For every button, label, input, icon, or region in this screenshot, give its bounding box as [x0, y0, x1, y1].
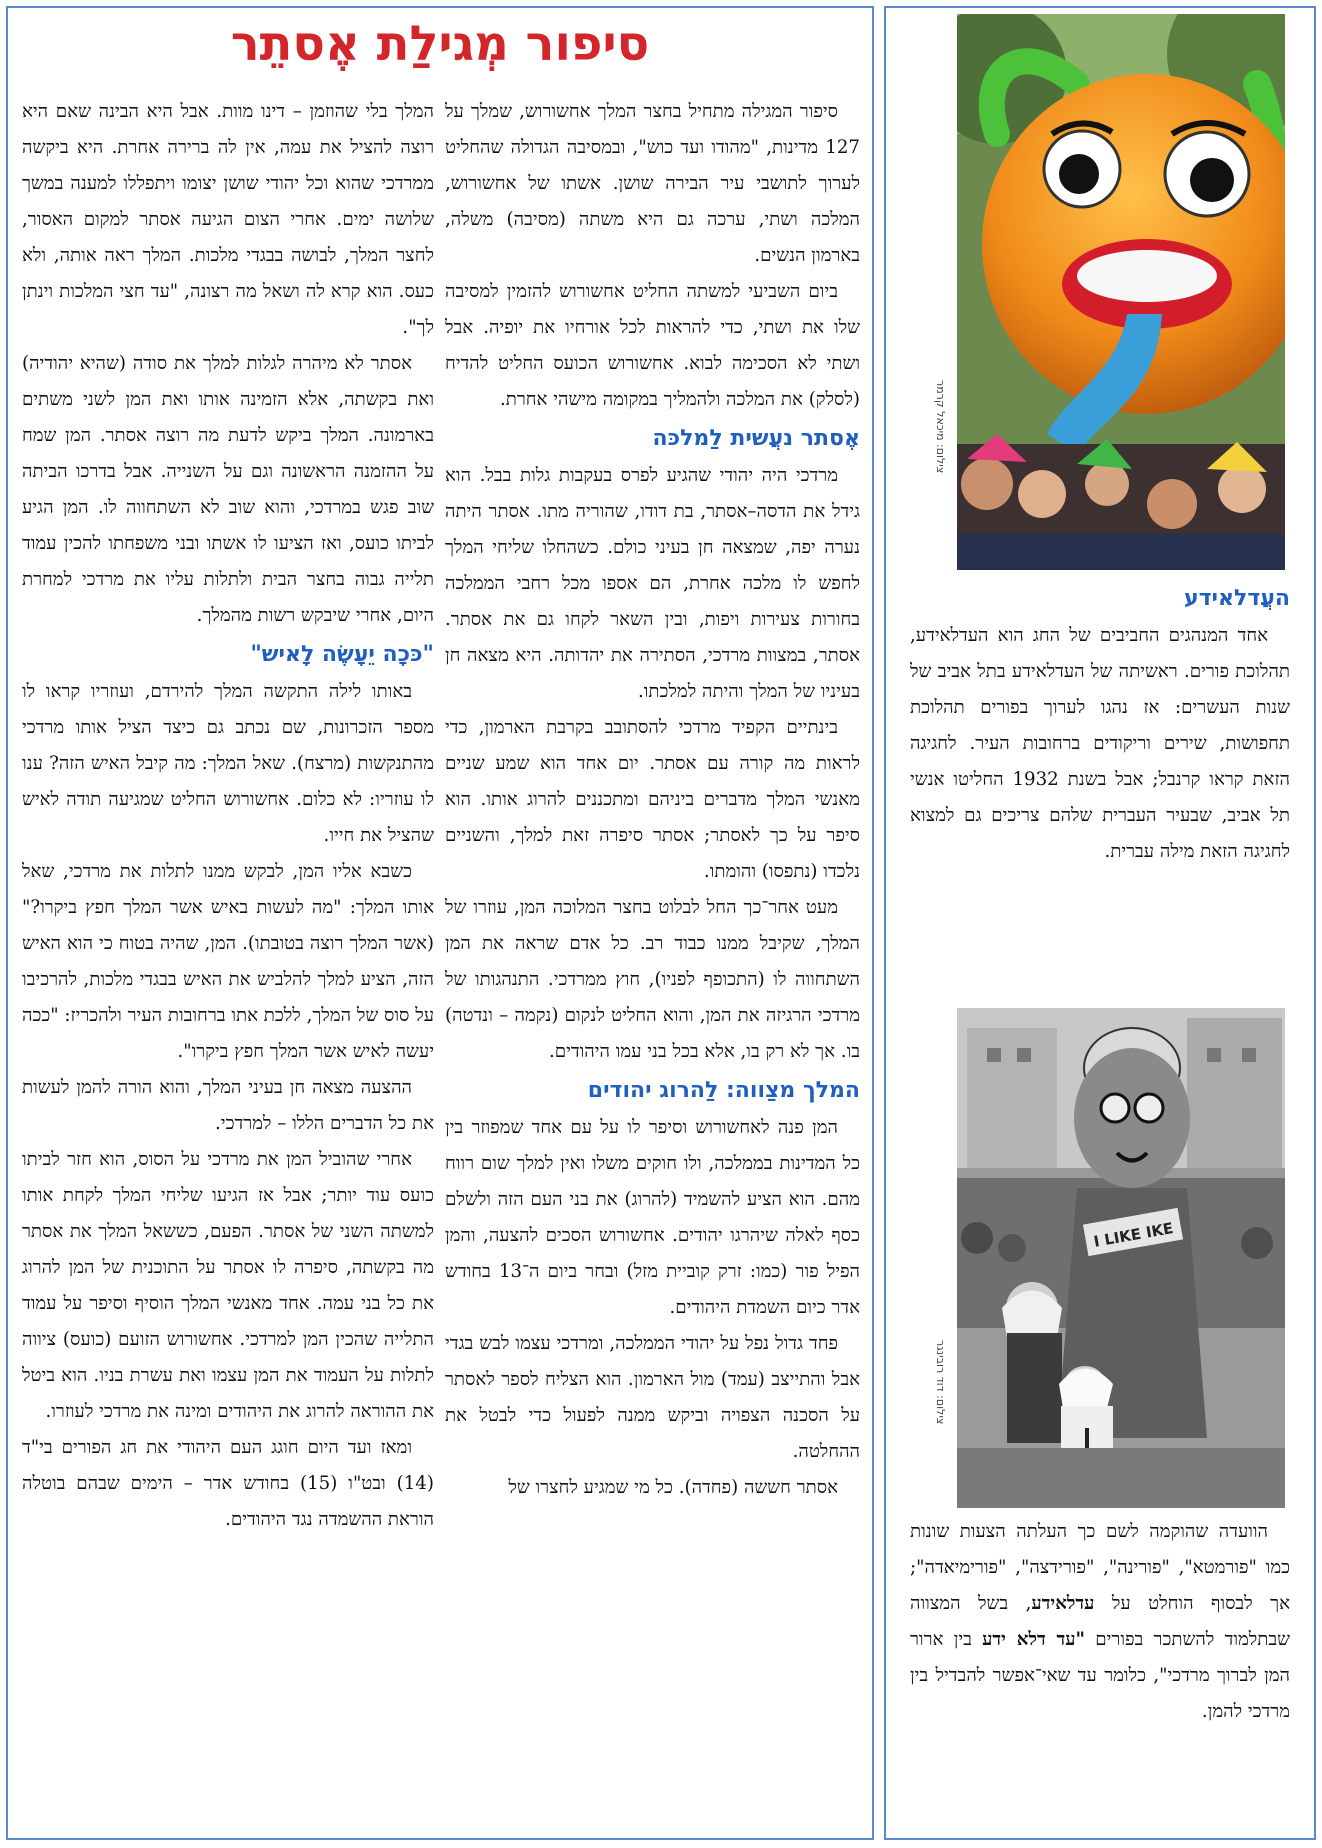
section-heading: המלך מצַווה: לַהרוג יהודים [587, 1078, 860, 1103]
paragraph: ההצעה מצאה חן בעיני המלך, והוא הורה להמן לעשות את כל הדברים הללו – למרדכי. [22, 1077, 434, 1134]
paragraph [910, 1514, 1290, 1730]
paragraph: פחד גדול נפל על יהודי הממלכה, ומרדכי עצמו לבש בגדי אבל והתייצב (עמד) מול הארמון. הוא הצליח לספר לאסתר על הסכנה הצפויה וביקש ממנה לפעול כדי לבטל את ההחלטה. [445, 1333, 860, 1462]
paragraph: בינתיים הקפיד מרדכי להסתובב בקרבת הארמון, כדי לראות מה קורה עם אסתר. יום אחד הוא שמע שניים מאנשי המלך מדברים ביניהם ומתכננים להרוג אותו. הוא סיפר על כך לאסתר; אסתר סיפרה זאת למלך, והשניים נלכדו (נתפסו) והומתו. [445, 717, 860, 882]
paragraph: כשבא אליו המן, לבקש ממנו לתלות את מרדכי, שאל אותו המלך: "מה לעשות באיש אשר המלך חפץ ביקרו?" (אשר המלך רוצה בטובתו). המן, שהיה בטוח כי הוא האיש הזה, הציע למלך להלביש את האיש בבגדי מלכות, להרכיבו על סוס של המלך, ללכת אתו ברחובות העיר ולהכריז: "ככה יעשה לאיש אשר המלך חפץ ביקרו". [22, 861, 434, 1062]
section-heading: אֶסתר נעֲשית לַמלכּה [652, 426, 860, 451]
paragraph: המן פנה לאחשורוש וסיפר לו על עם אחד שמפוזר בין כל המדינות בממלכה, ולו חוקים משלו ואין למלך שום רווח מהם. הוא הציע להשמיד (להרוג) את בני העם הזה ולשלם כסף לאלה שיהרגו יהודים. אחשורוש הסכים להצעה, והמן הפיל פור (כמו: זרק קוביית מזל) ובחר ביום ה־13 בחודש אדר כיום השמדת היהודים. [445, 1117, 860, 1318]
parade-costume-image [957, 1008, 1285, 1508]
paragraph: ומאז ועד היום חוגג העם היהודי את חג הפורים בי"ד (14) ובט"ו (15) בחודש אדר – הימים שבהם בוטלה הוראת ההשמדה נגד היהודים. [22, 1437, 434, 1530]
text-run: הוועדה שהוקמה לשם כך העלתה הצעות שונות כמו "פורמטא", "פורינה", "פורידצה", "פורימיאדה"; אך לבסוף הוחלט על [910, 1521, 1290, 1614]
highlighted-quote: "עד דלא ידע [982, 1629, 1086, 1650]
text-run: בין ארור המן לברוך מרדכי", כלומר עד שאי־אפשר להבדיל בין מרדכי להמן. [910, 1629, 1290, 1722]
sidebar-heading: העֲדלאידע [1183, 586, 1290, 611]
paragraph: באותו לילה התקשה המלך להירדם, ועוזריו קראו לו מספר הזכרונות, שם נכתב גם כיצד הציל אותו מרדכי מהתנקשות (מרצח). שאל המלך: מה קיבל האיש הזה? ענו לו עוזריו: לא כלום. אחשורוש החליט שמגיעה תודה לאיש שהציל את חייו. [22, 681, 434, 846]
article-title: סיפור מְגילַת אֶסתֵר [230, 16, 650, 72]
paragraph: המלך בלי שהוזמן – דינו מוות. אבל היא הבינה שאם היא רוצה להציל את עמה, אין לה ברירה אחרת. היא ביקשה ממרדכי שהוא וכל יהודי שושן יצומו ויתפללו למענה במשך שלושה ימים. אחרי הצום הגיעה אסתר למקום האסור, לחצר המלך, לבושה בבגדי מלכות. המלך ראה אותה, ולא כעס. הוא קרא לה ושאל מה רצונה, "עד חצי המלכות וינתן לך". [22, 101, 434, 338]
sidebar-text-2 [910, 1514, 1290, 1730]
paragraph: מרדכי היה יהודי שהגיע לפרס בעקבות גלות בבל. הוא גידל את הדסה–אסתר, בת דודו, שהוריה מתו. אסתר היתה נערה יפה, שמצאה חן בעיני כולם. כשהחלו שליחי המלך לחפש לו מלכה אחרת, הם אספו מכל רחבי הממלכה בחורות צעירות ויפות, ובין השאר לקחו גם את אסתר. אסתר, במצוות מרדכי, הסתירה את יהדותה. היא מצאה חן בעיניו של המלך והיתה למלכתו. [445, 465, 860, 702]
costume-sign-text: I LIKE IKE [1092, 1219, 1175, 1251]
section-heading: "כּכָה יֵעָשֶׂה לָאיש" [250, 642, 434, 667]
paragraph: אסתר חששה (פחדה). כל מי שמגיע לחצרו של [508, 1477, 838, 1498]
parade-costume-photo [957, 1008, 1285, 1508]
paragraph: סיפור המגילה מתחיל בחצר המלך אחשורוש, שמלך על 127 מדינות, "מהודו ועד כוש", ובמסיבה הגדולה שהחליט לערוך לתושבי עיר הבירה שושן. אשתו של אחשורוש, המלכה ושתי, ערכה גם היא משתה (מסיבה) משלה, בארמון הנשים. [445, 101, 860, 266]
paragraph: אחד המנהגים החביבים של החג הוא העדלאידע, תהלוכת פורים. ראשיתה של העדלאידע בתל אביב של שנות העשרים: אז נהגו לערוך בפורים תהלוכת תחפושות, שירים וריקודים ברחובות העיר. לחגיגה הזאת קראו קרנבל; אבל בשנת 1932 החליטו אנשי תל אביב, שבעיר העברית שלהם צריכים גם למצוא לחגיגה הזאת מילה עברית. [910, 625, 1290, 862]
paragraph: אסתר לא מיהרה לגלות למלך את סודה (שהיא יהודיה) ואת בקשתה, אלא הזמינה אותו ואת המן לשני משתים בארמונה. המלך ביקש לדעת מה רוצה אסתר. המן שמח על ההזמנה הראשונה וגם על השנייה. אבל בדרכו הביתה שוב פגש במרדכי, והוא שוב לא השתחווה לו. המן הגיע לביתו כועס, ואז הציעו לו אשתו ובני משפחתו להכין עמוד תלייה גבוה בחצר הבית ולתלות עליו את מרדכי למחרת היום, אחרי שיבקש רשות מהמלך. [22, 353, 434, 626]
paragraph: אחרי שהוביל המן את מרדכי על הסוס, הוא חזר לביתו כועס עוד יותר; אבל אז הגיעו שליחי המלך לקחת אותו למשתה השני של אסתר. הפעם, כששאל המלך את אסתר מה בקשתה, סיפרה לו אסתר על התוכנית של המן להרוג את כל בני עמה. אחד מאנשי המלך הוסיף וסיפר על עמוד התלייה שהכין המן למרדכי. אחשורוש הזועם (כועס) ציווה לתלות על העמוד את המן עצמו ואת עשרת בניו. הוא ביטל את ההוראה להרוג את היהודים ומינה את מרדכי לעוזרו. [22, 1149, 434, 1422]
photo-credit: צילום: דוד רובינגר [934, 1340, 947, 1425]
text-run: , בשל המצווה שבתלמוד להשתכר בפורים [910, 1593, 1291, 1650]
highlighted-term: עדלאידע [1031, 1593, 1095, 1614]
parade-balloon-image [957, 14, 1285, 570]
sidebar-text-1 [910, 580, 1290, 870]
paragraph: מעט אחר־כך החל לבלוט בחצר המלוכה המן, עוזרו של המלך, שקיבל ממנו כבוד רב. כל אדם שראה את המן השתחווה לו (התכופף לפניו), חוץ ממרדכי. התנהגותו של מרדכי הרגיזה את המן, והוא החליט לנקום (נקמה – ונדטה) בו. אך לא רק בו, אלא בכל בני עמו היהודים. [445, 897, 860, 1062]
article-column-right [445, 94, 860, 1834]
article-column-left [22, 94, 434, 1834]
photo-credit: צילום: מיכאל קרמר [934, 380, 947, 474]
parade-balloon-photo [957, 14, 1285, 570]
paragraph: ביום השביעי למשתה החליט אחשורוש להזמין למסיבה שלו את ושתי, כדי להראות לכל אורחיו את יופיה. אבל ושתי לא הסכימה לבוא. אחשורוש הכועס החליט להדיח (לסלק) את המלכה ולהמליך במקומה מישהי אחרת. [445, 281, 860, 410]
